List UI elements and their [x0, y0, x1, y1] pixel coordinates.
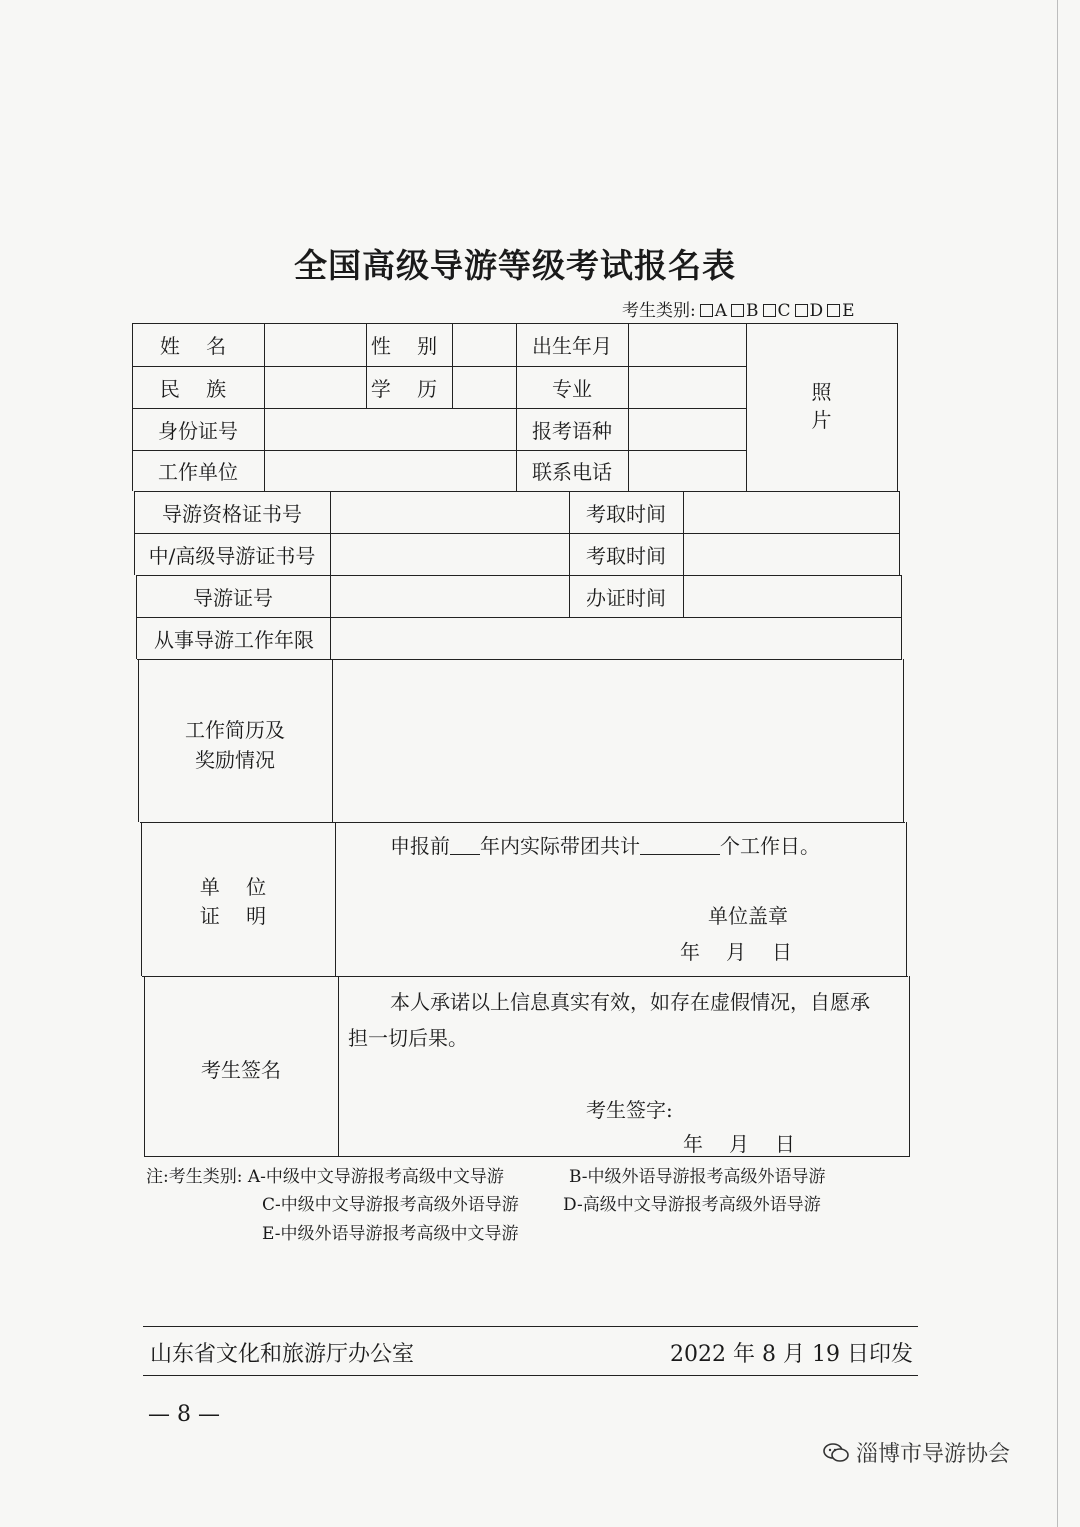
watermark-text: 淄博市导游协会 [856, 1442, 1011, 1467]
rule [897, 323, 898, 491]
id-number-field[interactable] [264, 408, 516, 450]
education-field[interactable] [452, 366, 516, 408]
obtained-time-field-2[interactable] [683, 533, 899, 575]
guide-license-label: 导游证号 [193, 585, 273, 610]
note-category-d: D-高级中文导游报考高级外语导游 [563, 1195, 821, 1215]
unit-statement-suffix: 个工作日。 [720, 834, 820, 858]
sign-date-year: 年 [683, 1132, 703, 1156]
category-option-b: B [746, 301, 759, 321]
birth-label: 出生年月 [532, 334, 612, 358]
education-label: 学 历 [370, 376, 448, 401]
days-blank[interactable] [640, 836, 720, 855]
footer-rule-bottom [143, 1375, 918, 1376]
pledge-line-2: 担一切后果。 [348, 1026, 468, 1050]
major-label: 专业 [552, 376, 592, 401]
resume-label-2: 奖励情况 [195, 747, 275, 772]
mid-senior-cert-field[interactable] [330, 533, 569, 575]
page-number: — 8 — [148, 1402, 220, 1427]
employer-label: 工作单位 [158, 460, 238, 484]
unit-seal-label: 单位盖章 [708, 904, 788, 928]
unit-date-day: 日 [772, 940, 792, 964]
category-option-e: E [842, 301, 855, 321]
pledge-line-1: 本人承诺以上信息真实有效，如存在虚假情况，自愿承 [390, 990, 870, 1014]
category-row [622, 296, 855, 321]
wechat-icon [822, 1442, 850, 1464]
ethnicity-field[interactable] [264, 366, 366, 408]
years-blank[interactable] [450, 836, 480, 855]
note-category-e: E-中级外语导游报考高级中文导游 [262, 1224, 519, 1244]
name-field[interactable] [264, 323, 366, 366]
page-edge [1057, 0, 1058, 1527]
rule [144, 1156, 910, 1157]
footer-issue-date: 2022 年 8 月 19 日印发 [670, 1342, 913, 1367]
qualification-cert-label: 导游资格证书号 [162, 501, 302, 526]
qualification-cert-field[interactable] [330, 491, 569, 533]
resume-field[interactable] [332, 659, 903, 822]
gender-label: 性 别 [370, 334, 448, 358]
employer-field[interactable] [264, 450, 516, 491]
note-category-c: C-中级中文导游报考高级外语导游 [262, 1195, 519, 1215]
unit-date-year: 年 [680, 940, 700, 964]
obtained-time-label-1: 考取时间 [586, 501, 666, 526]
unit-statement-mid: 年内实际带团共计 [480, 834, 640, 858]
note-category-a: 注:考生类别: A-中级中文导游报考高级中文导游 [146, 1167, 504, 1187]
ethnicity-label: 民 族 [159, 376, 237, 401]
category-option-c: C [777, 301, 791, 321]
rule [142, 976, 908, 977]
candidate-sign-label: 考生签名 [201, 1057, 281, 1082]
obtained-time-label-2: 考取时间 [586, 543, 666, 568]
work-years-field[interactable] [332, 617, 901, 659]
sign-date-day: 日 [775, 1132, 795, 1156]
signature-label: 考生签字: [586, 1098, 673, 1122]
rule [335, 822, 336, 976]
checkbox-c[interactable] [763, 304, 776, 317]
photo-label-1: 照 [811, 379, 832, 404]
rule [906, 822, 907, 976]
checkbox-b[interactable] [731, 304, 744, 317]
photo-box[interactable] [746, 323, 897, 491]
category-label: 考生类别: [622, 301, 696, 321]
unit-statement [390, 830, 820, 859]
checkbox-e[interactable] [827, 304, 840, 317]
guide-license-field[interactable] [330, 575, 569, 617]
watermark [822, 1437, 1010, 1468]
checkbox-a[interactable] [700, 304, 713, 317]
page-title: 全国高级导游等级考试报名表 [294, 246, 736, 285]
rule [901, 575, 902, 659]
unit-statement-prefix: 申报前 [390, 834, 450, 858]
exam-language-field[interactable] [628, 408, 746, 450]
resume-label-1: 工作简历及 [185, 717, 285, 742]
sign-date-month: 月 [729, 1132, 749, 1156]
issue-time-field[interactable] [683, 575, 901, 617]
unit-date-month: 月 [726, 940, 746, 964]
rule [338, 976, 339, 1156]
rule [141, 822, 142, 976]
rule [909, 976, 910, 1156]
obtained-time-field-1[interactable] [683, 491, 899, 533]
note-category-b: B-中级外语导游报考高级外语导游 [569, 1167, 826, 1187]
photo-label-2: 片 [811, 407, 832, 432]
unit-proof-label-1: 单 位 [199, 874, 277, 899]
work-years-label: 从事导游工作年限 [154, 627, 314, 652]
unit-date [680, 936, 792, 965]
rule [899, 491, 900, 575]
checkbox-d[interactable] [795, 304, 808, 317]
birth-field[interactable] [628, 323, 746, 366]
unit-proof-label-2: 证 明 [199, 903, 277, 928]
gender-field[interactable] [452, 323, 516, 366]
id-number-label: 身份证号 [158, 418, 238, 443]
category-option-d: D [809, 301, 824, 321]
exam-language-label: 报考语种 [532, 418, 612, 443]
phone-field[interactable] [628, 450, 746, 491]
signature-date [683, 1128, 795, 1157]
major-field[interactable] [628, 366, 746, 408]
footer-rule-top [143, 1326, 918, 1327]
mid-senior-cert-label: 中/高级导游证书号 [148, 543, 316, 568]
category-option-a: A [714, 301, 728, 321]
issue-time-label: 办证时间 [586, 585, 666, 610]
phone-label: 联系电话 [532, 460, 612, 484]
footer-issuer: 山东省文化和旅游厅办公室 [150, 1342, 415, 1367]
rule [140, 822, 905, 823]
signature-field[interactable] [686, 1090, 886, 1120]
rule [903, 659, 904, 822]
name-label: 姓 名 [159, 334, 237, 358]
